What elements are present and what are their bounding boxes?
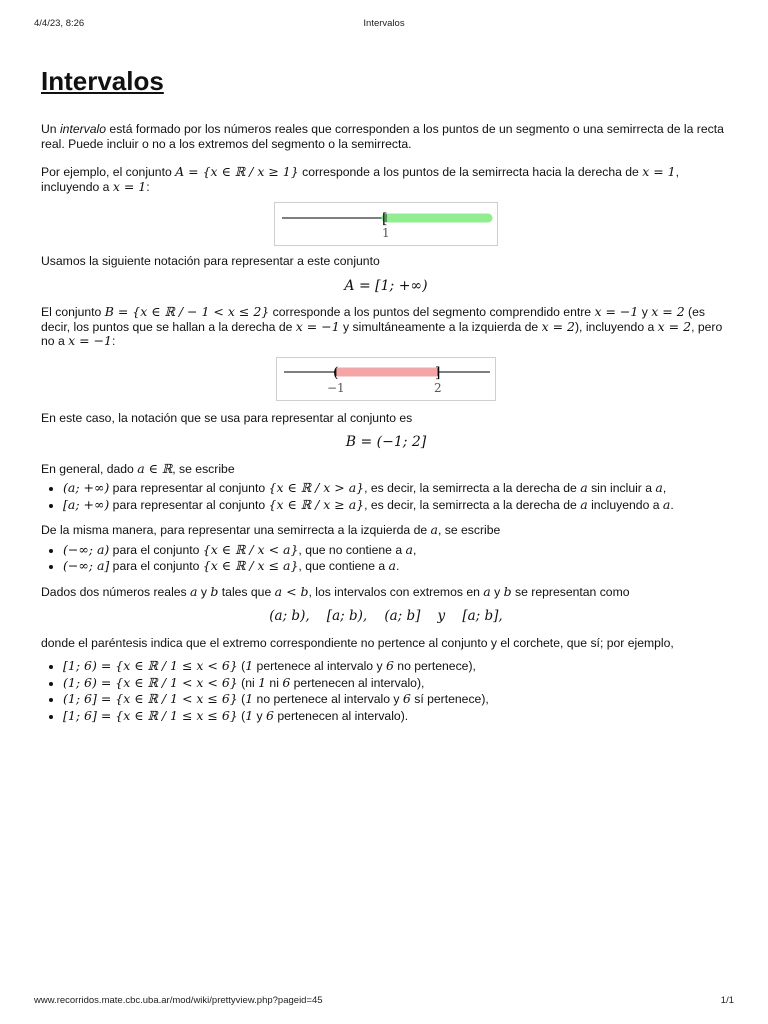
print-title: Intervalos — [363, 18, 405, 29]
bracket-a: [ — [382, 211, 388, 227]
left-rays-list — [41, 542, 731, 575]
notation-b: En este caso, la notación que se usa para representar al conjunto es — [41, 410, 413, 425]
math-set-b: B = {x ∈ ℝ / − 1 < x ≤ 2} — [104, 304, 270, 319]
list-item: • (1; 6) = {x ∈ ℝ / 1 < x < 6} (ni 1 ni 6 pertenecen al intervalo), — [63, 675, 731, 692]
number-line-a — [274, 202, 498, 246]
page-title: Intervalos — [41, 66, 164, 96]
examples-list — [41, 658, 731, 724]
formula-a: A = [1; +∞) — [344, 277, 428, 294]
list-item: • (a; +∞) para representar al conjunto {x ∈ ℝ / x > a}, es decir, la semirrecta a la derecha de a sin incluir a a, — [63, 480, 731, 497]
right-rays-list — [41, 480, 731, 513]
intro-paragraph: Un intervalo está formado por los números reales que corresponden a los puntos de un segmento o una semirrecta de la recta real. Puede incluir o no a los extremos del segmento o la semirrecta. — [41, 122, 724, 151]
tick-label-2: 2 — [434, 380, 442, 395]
intervalo-term: intervalo — [59, 122, 107, 136]
list-item: • [a; +∞) para representar al conjunto {x ∈ ℝ / x ≥ a}, es decir, la semirrecta a la derecha de a incluyendo a a. — [63, 497, 731, 514]
explanation-paragraph: donde el paréntesis indica que el extremo correspondiente no pertence al conjunto y el corchete, que sí; por ejemplo, — [41, 635, 674, 650]
two-numbers-paragraph: Dados dos números reales a y b tales que a < b, los intervalos con extremos en a y b se representan como — [41, 583, 630, 599]
paren-b: ( — [333, 364, 339, 381]
print-page-count: 1/1 — [720, 995, 734, 1006]
general-paragraph: En general, dado a ∈ ℝ, se escribe — [41, 460, 235, 476]
formula-b: B = (−1; 2] — [345, 434, 427, 450]
tick-label-minus-1: −1 — [327, 380, 345, 395]
notation-intro: Usamos la siguiente notación para representar a este conjunto — [41, 254, 380, 268]
print-url[interactable]: www.recorridos.mate.cbc.uba.ar/mod/wiki/prettyview.php?pageid=45 — [34, 995, 323, 1006]
intervals-formula: (a; b), [a; b), (a; b] y [a; b], — [269, 608, 503, 624]
print-datetime: 4/4/23, 8:26 — [34, 18, 85, 29]
number-line-b — [276, 357, 496, 401]
wiki-page — [41, 64, 731, 724]
math-set-a: A = {x ∈ ℝ / x ≥ 1} — [175, 164, 299, 179]
bracket-b: ] — [435, 364, 441, 381]
list-item: • [1; 6) = {x ∈ ℝ / 1 ≤ x < 6} (1 pertenece al intervalo y 6 no pertenece), — [63, 658, 731, 675]
list-item: • (1; 6] = {x ∈ ℝ / 1 < x ≤ 6} (1 no pertenece al intervalo y 6 sí pertenece), — [63, 691, 731, 708]
tick-label-1: 1 — [382, 226, 390, 240]
example-b-paragraph: El conjunto B = {x ∈ ℝ / − 1 < x ≤ 2} corresponde a los puntos del segmento comprendido entre x = −1 y x = 2 (es decir, los puntos que se hallan a la derecha de x = −1 y simultáneamente a la izquierda de x = 2), incluyendo a x = 2, pero no a x = −1: — [41, 304, 723, 348]
list-item: • [1; 6] = {x ∈ ℝ / 1 ≤ x ≤ 6} (1 y 6 pertenecen al intervalo). — [63, 708, 731, 725]
example-a-paragraph: Por ejemplo, el conjunto A = {x ∈ ℝ / x ≥ 1} corresponde a los puntos de la semirrecta hacia la derecha de x = 1, incluyendo a x = 1: — [41, 164, 680, 194]
left-intro-paragraph: De la misma manera, para representar una semirrecta a la izquierda de a, se escribe — [41, 522, 501, 537]
list-item: • (−∞; a] para el conjunto {x ∈ ℝ / x ≤ a}, que contiene a a. — [63, 558, 731, 575]
list-item: • (−∞; a) para el conjunto {x ∈ ℝ / x < a}, que no contiene a a, — [63, 542, 731, 559]
